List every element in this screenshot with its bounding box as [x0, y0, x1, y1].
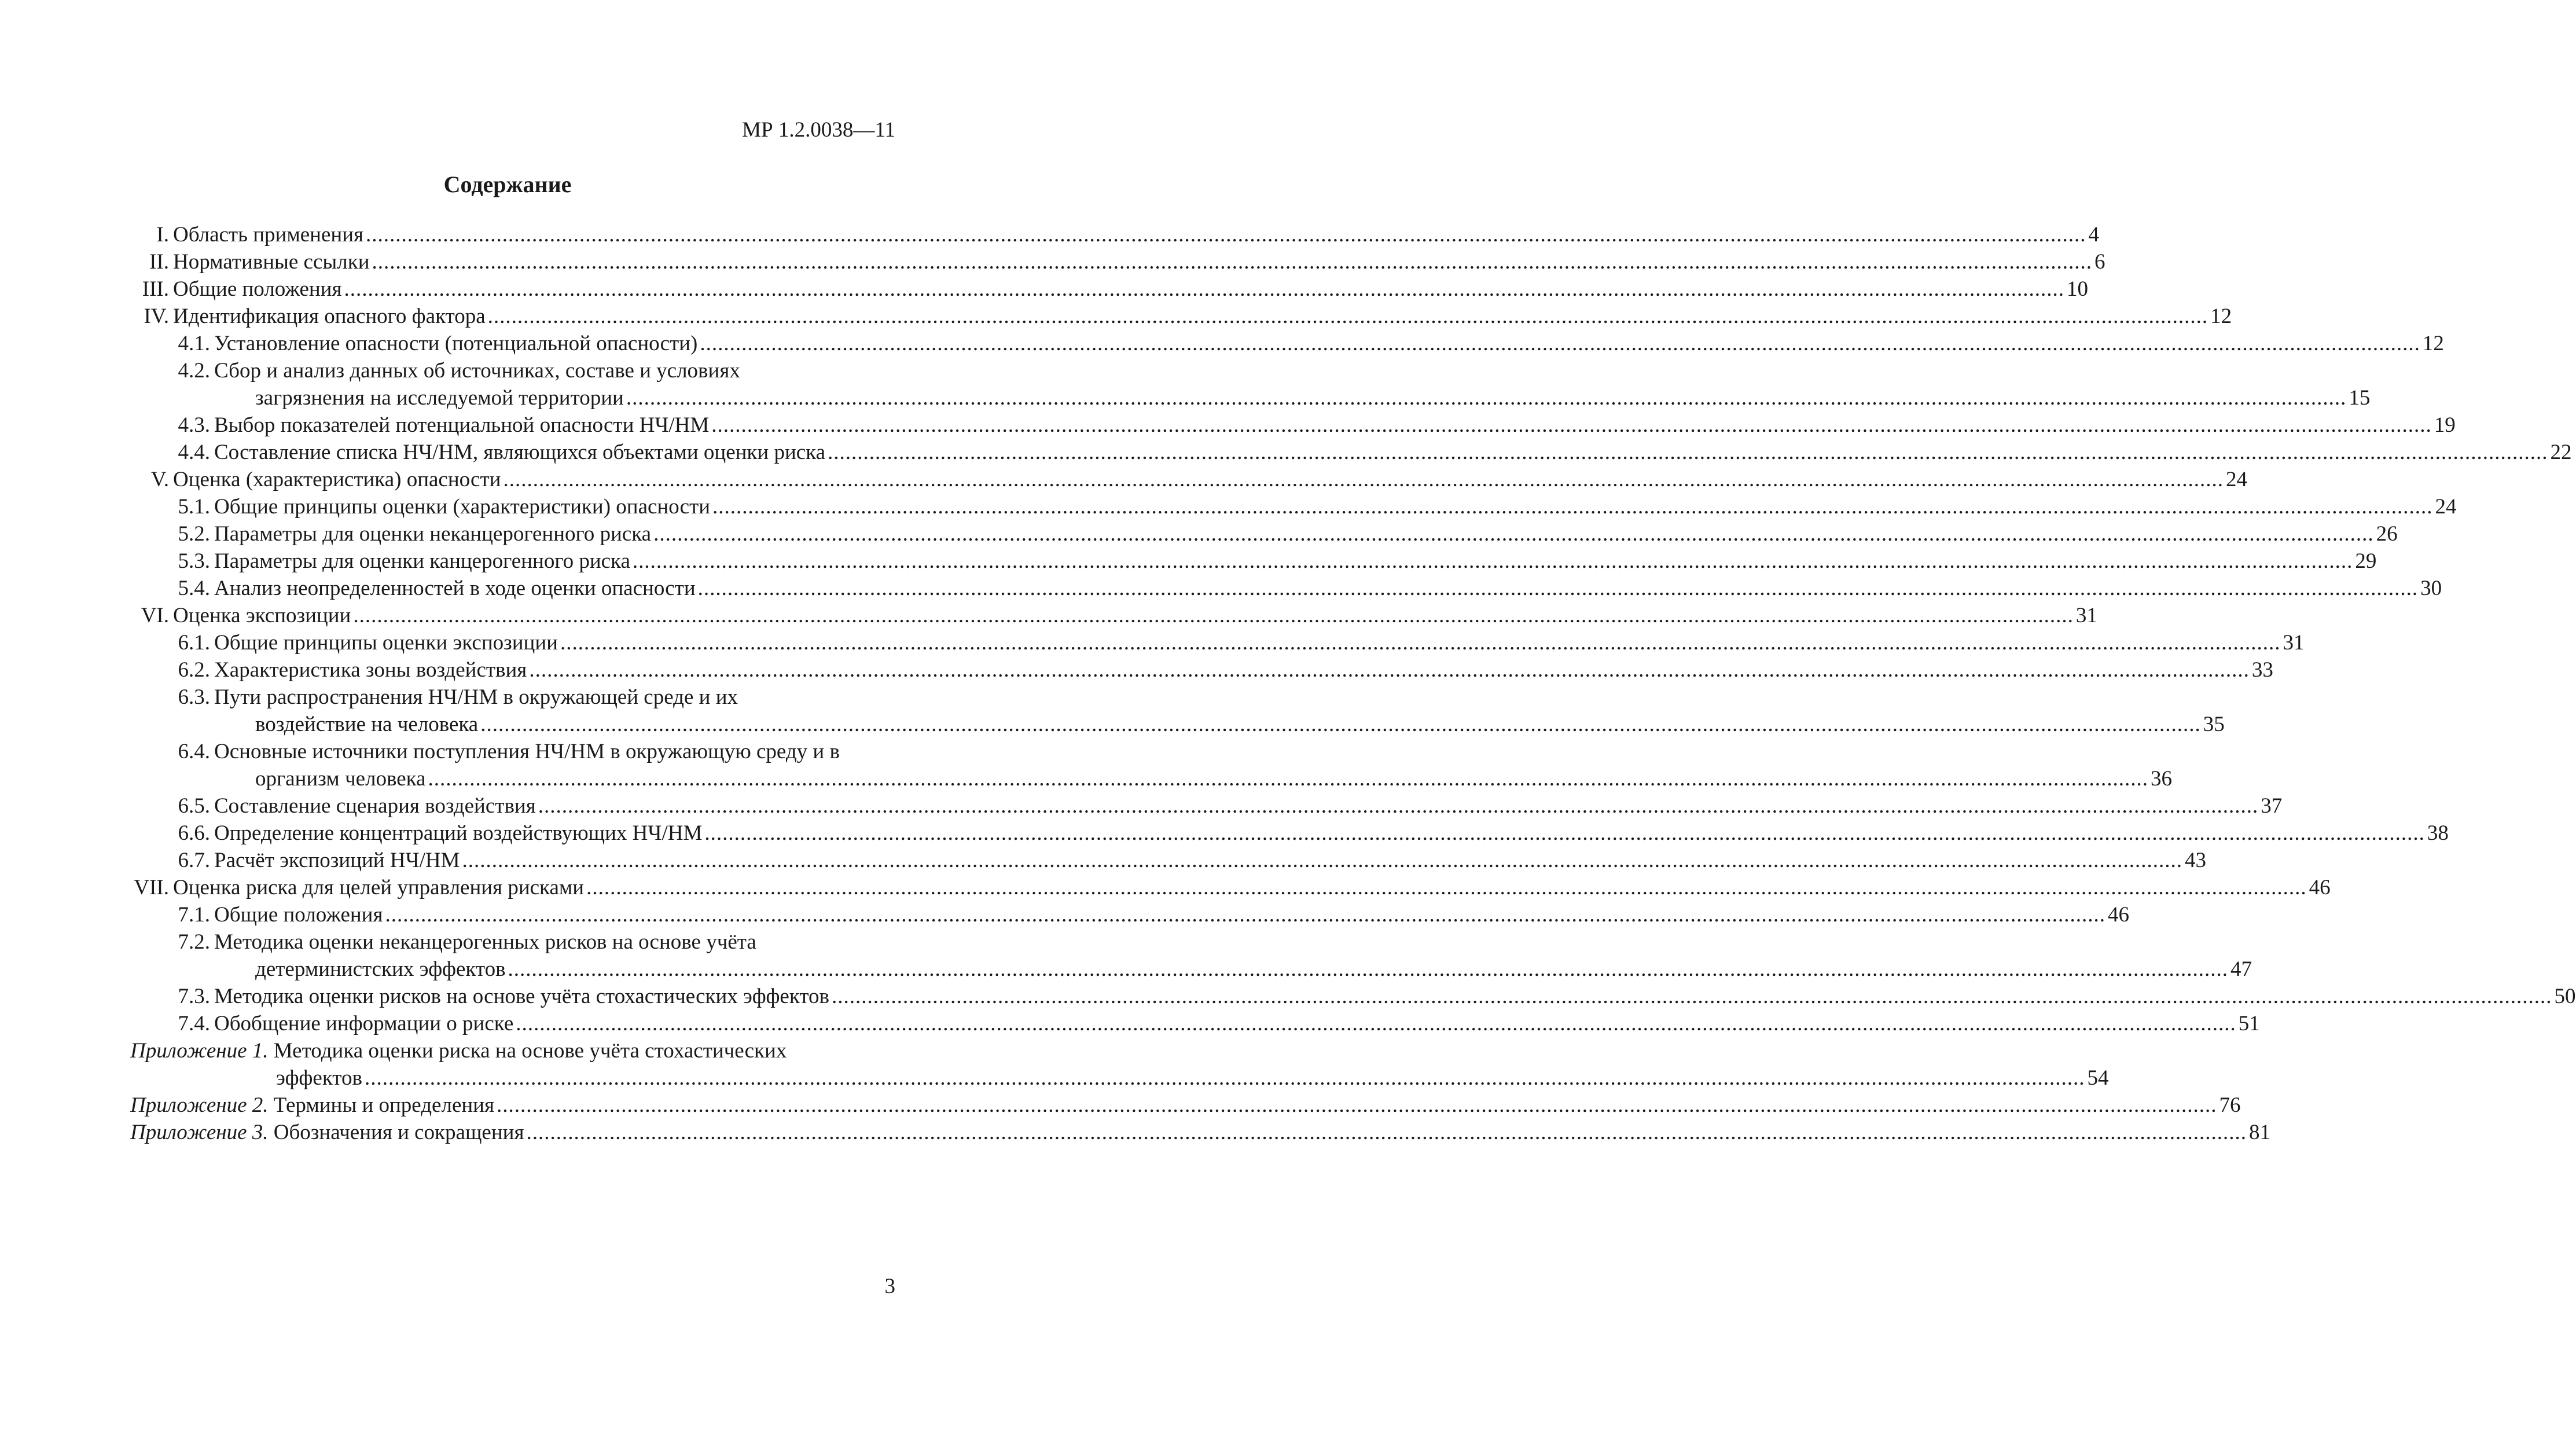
toc-leader-dots	[711, 412, 2432, 439]
toc-entry[interactable]	[130, 493, 2457, 520]
toc-entry-number: VII.	[134, 876, 169, 899]
toc-appendix-entry[interactable]	[130, 1119, 2270, 1146]
toc-entry-number: 4.2.	[178, 359, 210, 383]
toc-entry-title: Оценка экспозиции	[173, 604, 351, 627]
toc-entry-page: 12	[2210, 304, 2232, 328]
toc-entry-title: Сбор и анализ данных об источниках, составе и условиях	[214, 359, 740, 383]
toc-entry-page: 19	[2434, 413, 2456, 437]
toc-leader-dots	[480, 711, 2201, 738]
toc-leader-dots	[633, 548, 2353, 575]
toc-leader-dots	[365, 1064, 2085, 1092]
toc-entry-title: Методика оценки неканцерогенных рисков на основе учёта	[214, 930, 756, 954]
toc-entry[interactable]	[130, 466, 2247, 493]
toc-entry-page: 37	[2261, 794, 2283, 818]
toc-entry-title: Область применения	[173, 223, 364, 247]
toc-entry-title: Методика оценки риска на основе учёта стохастических	[273, 1039, 787, 1063]
toc-entry-number: 7.1.	[178, 903, 210, 927]
toc-entry-number: 7.3.	[178, 985, 210, 1008]
toc-entry-number: I.	[156, 223, 169, 247]
toc-entry-number: 5.4.	[178, 576, 210, 600]
toc-leader-dots	[538, 792, 2259, 820]
toc-leader-dots	[828, 439, 2548, 466]
toc-entry-page: 43	[2185, 849, 2207, 872]
toc-leader-dots	[529, 656, 2250, 684]
toc-leader-dots	[526, 1119, 2247, 1146]
toc-appendix-entry[interactable]	[130, 1037, 2109, 1092]
toc-leader-dots	[497, 1092, 2217, 1119]
toc-entry-page: 33	[2251, 658, 2273, 682]
toc-leader-dots	[503, 466, 2224, 493]
toc-entry-number: 6.1.	[178, 631, 210, 655]
toc-entry-page: 26	[2376, 522, 2398, 546]
toc-entry-number: 6.6.	[178, 821, 210, 845]
toc-leader-dots	[372, 248, 2093, 276]
toc-entry-title: Составление сценария воздействия	[214, 794, 536, 818]
toc-entry[interactable]	[130, 928, 2252, 983]
toc-appendix-name: Приложение 1.	[130, 1039, 269, 1063]
toc-entry[interactable]	[130, 221, 2100, 248]
toc-entry-title: Пути распространения НЧ/НМ в окружающей среде и их	[214, 685, 738, 709]
toc-entry-page: 24	[2225, 468, 2247, 491]
toc-entry[interactable]	[130, 412, 2456, 439]
toc-entry[interactable]	[130, 303, 2232, 330]
toc-entry[interactable]	[130, 1010, 2260, 1037]
toc-entry-number: IV.	[144, 304, 169, 328]
toc-entry-title: Характеристика зоны воздействия	[214, 658, 527, 682]
toc-entry-number: 7.4.	[178, 1012, 210, 1035]
toc-leader-dots	[516, 1010, 2236, 1037]
page-title: Содержание	[443, 171, 572, 197]
toc-entry-title-continued: загрязнения на исследуемой территории	[255, 386, 624, 410]
toc-leader-dots	[653, 520, 2374, 548]
toc-entry-number: 4.3.	[178, 413, 210, 437]
toc-entry-page: 54	[2087, 1066, 2109, 1090]
toc-leader-dots	[560, 629, 2281, 656]
page-number: 3	[884, 1275, 895, 1298]
toc-entry[interactable]	[130, 330, 2444, 357]
toc-entry-title: Обозначения и сокращения	[273, 1121, 524, 1144]
toc-entry[interactable]	[130, 874, 2331, 901]
toc-entry-title: Общие положения	[173, 277, 342, 301]
toc-entry-page: 76	[2219, 1093, 2241, 1117]
toc-entry-title: Обобщение информации о риске	[214, 1012, 514, 1035]
toc-entry-page: 46	[2309, 876, 2331, 899]
toc-entry-title: Установление опасности (потенциальной опасности)	[214, 332, 698, 355]
toc-entry-page: 15	[2349, 386, 2371, 410]
toc-entry[interactable]	[130, 602, 2097, 629]
toc-entry-page: 22	[2550, 440, 2572, 464]
toc-entry-title: Основные источники поступления НЧ/НМ в окружающую среду и в	[214, 740, 840, 763]
toc-leader-dots	[700, 330, 2420, 357]
toc-entry[interactable]	[130, 357, 2371, 412]
toc-leader-dots	[344, 276, 2064, 303]
toc-entry-page: 6	[2094, 250, 2105, 274]
toc-appendix-name: Приложение 2.	[130, 1093, 269, 1117]
toc-entry-number: 5.2.	[178, 522, 210, 546]
toc-leader-dots	[586, 874, 2307, 901]
toc-entry-number: 6.2.	[178, 658, 210, 682]
toc-entry[interactable]	[130, 656, 2273, 684]
toc-entry-title: Составление списка НЧ/НМ, являющихся объектами оценки риска	[214, 440, 826, 464]
toc-entry[interactable]	[130, 847, 2207, 874]
toc-entry[interactable]	[130, 575, 2442, 602]
toc-entry-title-continued: детерминистских эффектов	[255, 957, 506, 981]
toc-entry-page: 38	[2427, 821, 2449, 845]
toc-entry-number: 7.2.	[178, 930, 210, 954]
toc-entry-title: Нормативные ссылки	[173, 250, 370, 274]
toc-entry-page: 36	[2150, 767, 2172, 791]
toc-entry-title: Идентификация опасного фактора	[173, 304, 486, 328]
toc-leader-dots	[462, 847, 2183, 874]
toc-entry[interactable]	[130, 439, 2572, 466]
toc-entry-number: 5.3.	[178, 549, 210, 573]
toc-entry-title: Параметры для оценки неканцерогенного риска	[214, 522, 652, 546]
toc-entry-page: 31	[2075, 604, 2097, 627]
toc-entry-title: Общие положения	[214, 903, 383, 927]
toc-entry-page: 24	[2435, 495, 2457, 519]
toc-entry-title: Термины и определения	[273, 1093, 494, 1117]
toc-leader-dots	[832, 983, 2552, 1010]
toc-leader-dots	[704, 820, 2425, 847]
toc-entry-page: 46	[2107, 903, 2129, 927]
toc-entry-number: 6.5.	[178, 794, 210, 818]
toc-entry-page: 29	[2355, 549, 2377, 573]
toc-entry-title: Анализ неопределенностей в ходе оценки опасности	[214, 576, 696, 600]
toc-entry-page: 4	[2088, 223, 2100, 247]
toc-leader-dots	[428, 765, 2148, 792]
toc-leader-dots	[626, 384, 2347, 412]
toc-entry[interactable]	[130, 684, 2225, 738]
toc-entry-number: 5.1.	[178, 495, 210, 519]
toc-entry-number: V.	[150, 468, 169, 491]
toc-appendix-entry[interactable]	[130, 1092, 2241, 1119]
toc-entry-page: 50	[2554, 985, 2576, 1008]
toc-entry-title: Выбор показателей потенциальной опасности НЧ/НМ	[214, 413, 710, 437]
toc-entry-number: 4.1.	[178, 332, 210, 355]
toc-leader-dots	[353, 602, 2074, 629]
toc-entry[interactable]	[130, 983, 2576, 1010]
toc-entry-title: Оценка риска для целей управления рисками	[173, 876, 585, 899]
toc-entry-page: 10	[2066, 277, 2088, 301]
toc-entry[interactable]	[130, 248, 2105, 276]
toc-leader-dots	[508, 956, 2229, 983]
toc-entry-title-continued: организм человека	[255, 767, 426, 791]
toc-entry-title: Определение концентраций воздействующих НЧ/НМ	[214, 821, 703, 845]
toc-entry-page: 81	[2248, 1121, 2270, 1144]
toc-entry-page: 47	[2230, 957, 2252, 981]
toc-entry-title: Общие принципы оценки (характеристики) опасности	[214, 495, 711, 519]
toc-entry[interactable]	[130, 276, 2088, 303]
toc-entry-title: Расчёт экспозиций НЧ/НМ	[214, 849, 460, 872]
toc-entry-number: II.	[149, 250, 169, 274]
toc-entry-page: 31	[2283, 631, 2305, 655]
toc-entry-number: III.	[142, 277, 169, 301]
toc-entry-title: Общие принципы оценки экспозиции	[214, 631, 558, 655]
toc-entry-page: 30	[2420, 576, 2442, 600]
toc-entry-number: 6.7.	[178, 849, 210, 872]
toc-entry-title-continued: эффектов	[276, 1066, 362, 1090]
toc-appendix-name: Приложение 3.	[130, 1121, 269, 1144]
toc-entry-number: 6.3.	[178, 685, 210, 709]
toc-entry-page: 51	[2238, 1012, 2260, 1035]
toc-entry-page: 12	[2422, 332, 2444, 355]
toc-entry-title: Методика оценки рисков на основе учёта стохастических эффектов	[214, 985, 829, 1008]
toc-entry[interactable]	[130, 792, 2283, 820]
toc-entry-title: Оценка (характеристика) опасности	[173, 468, 501, 491]
toc-entry[interactable]	[130, 901, 2129, 928]
toc-entry-number: VI.	[141, 604, 169, 627]
toc-leader-dots	[488, 303, 2208, 330]
toc-entry[interactable]	[130, 520, 2398, 548]
toc-entry[interactable]	[130, 820, 2449, 847]
toc-leader-dots	[366, 221, 2086, 248]
toc-entry[interactable]	[130, 629, 2305, 656]
toc-leader-dots	[712, 493, 2433, 520]
toc-entry-number: 6.4.	[178, 740, 210, 763]
toc-leader-dots	[385, 901, 2105, 928]
toc-entry-number: 4.4.	[178, 440, 210, 464]
toc-entry[interactable]	[130, 738, 2172, 792]
document-code: МР 1.2.0038—11	[742, 118, 895, 142]
toc-entry-title-continued: воздействие на человека	[255, 713, 479, 736]
toc-leader-dots	[698, 575, 2419, 602]
toc-entry-title: Параметры для оценки канцерогенного риска	[214, 549, 630, 573]
toc-entry-page: 35	[2203, 713, 2225, 736]
table-of-contents	[130, 221, 2576, 1146]
toc-entry[interactable]	[130, 548, 2377, 575]
